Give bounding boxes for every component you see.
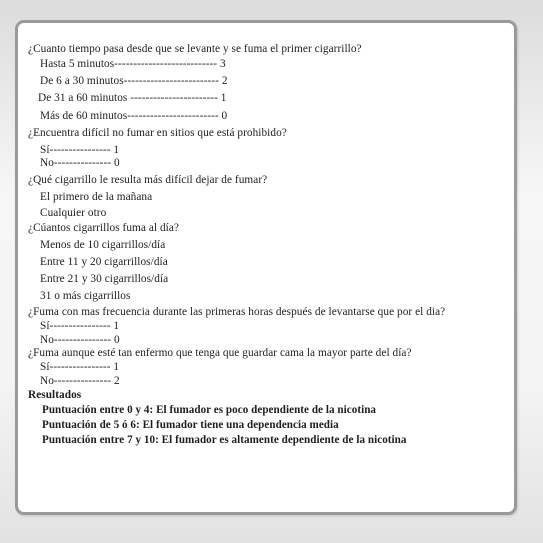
q4-option-1: Menos de 10 cigarrillos/día [40, 239, 166, 251]
q2-option-1: Sí---------------- 1 [40, 144, 120, 156]
q1-option-1: Hasta 5 minutos--------------------------- 3 [40, 58, 226, 70]
question-1: ¿Cuanto tiempo pasa desde que se levante y se fuma el primer cigarrillo? [28, 43, 362, 55]
q4-option-2: Entre 11 y 20 cigarrillos/día [40, 256, 168, 268]
question-4: ¿Cúantos cigarrillos fuma al día? [28, 222, 179, 234]
q5-option-1: Sí---------------- 1 [40, 320, 120, 332]
q4-option-4: 31 o más cigarrillos [40, 290, 131, 302]
q3-option-1: El primero de la mañana [40, 191, 153, 203]
q4-option-3: Entre 21 y 30 cigarrillos/día [40, 273, 169, 285]
q2-option-2: No--------------- 0 [40, 157, 120, 169]
q6-option-1: Sí---------------- 1 [40, 361, 120, 373]
q1-option-2: De 6 a 30 minutos------------------------- 2 [40, 75, 228, 87]
results-title: Resultados [28, 389, 82, 401]
q1-option-4: Más de 60 minutos------------------------ 0 [40, 110, 228, 122]
question-5: ¿Fuma con mas frecuencia durante las primeras horas después de levantarse que por el dia? [28, 306, 446, 318]
question-3: ¿Qué cigarrillo le resulta más difícil dejar de fumar? [28, 174, 268, 186]
q1-option-3: De 31 a 60 minutos ----------------------- 1 [38, 92, 227, 104]
q6-option-2: No--------------- 2 [40, 375, 120, 387]
q5-option-2: No--------------- 0 [40, 334, 120, 346]
result-item-2: Puntuación de 5 ó 6: El fumador tiene una dependencia media [42, 419, 339, 431]
question-6: ¿Fuma aunque esté tan enfermo que tenga que guardar cama la mayor parte del día? [28, 347, 412, 359]
question-2: ¿Encuentra difícil no fumar en sitios que está prohibido? [28, 127, 287, 139]
result-item-3: Puntuación entre 7 y 10: El fumador es altamente dependiente de la nicotina [42, 434, 407, 446]
q3-option-2: Cualquier otro [40, 207, 107, 219]
result-item-1: Puntuación entre 0 y 4: El fumador es poco dependiente de la nicotina [42, 404, 377, 416]
